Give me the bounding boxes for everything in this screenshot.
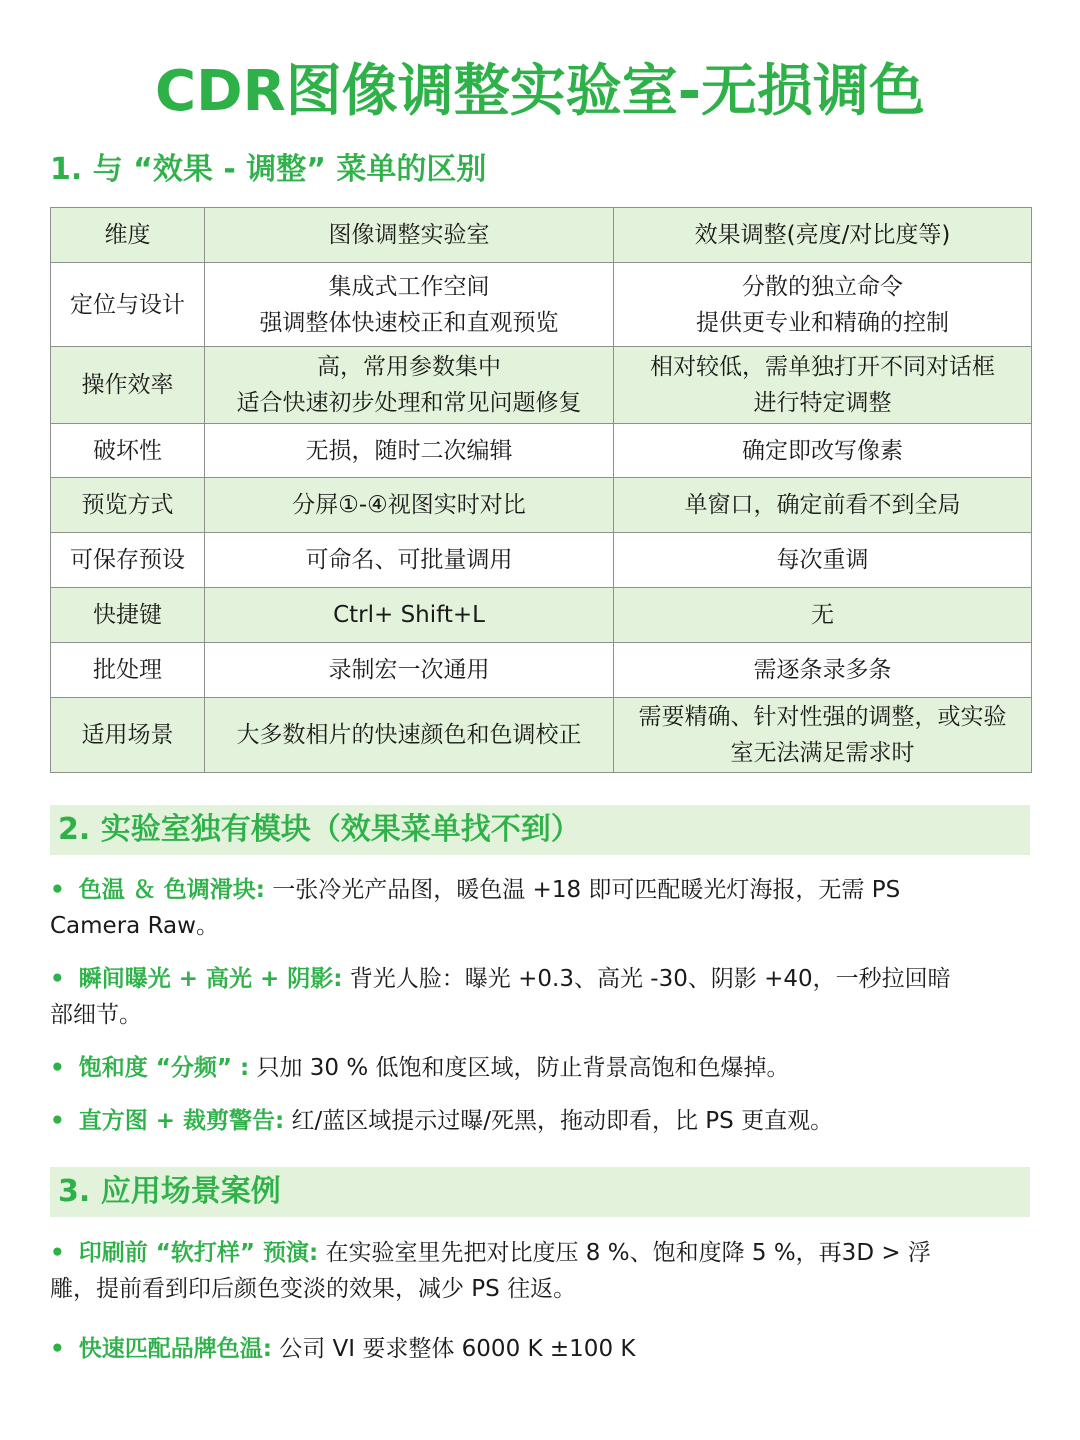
- module-item-keyword: 饱和度 “分频” :: [78, 1055, 250, 1081]
- lab-cell-line: 大多数相片的快速颜色和色调校正: [236, 722, 582, 748]
- lab-cell: [205, 478, 614, 533]
- table-row: [51, 588, 1032, 643]
- effects-cell: [614, 424, 1032, 478]
- case-item-text: 在实验室里先把对比度压 8 %、饱和度降 5 %，再3D > 浮: [318, 1240, 931, 1266]
- module-item-text: 背光人脸：曝光 +0.3、高光 -30、阴影 +40，一秒拉回暗: [342, 966, 951, 992]
- effects-cell: [614, 643, 1032, 698]
- table-header-cell-line: 效果调整(亮度/对比度等): [694, 222, 951, 248]
- effects-cell: [614, 533, 1032, 588]
- dimension-cell-line: 批处理: [93, 657, 162, 683]
- lab-cell: [205, 643, 614, 698]
- comparison-table: [50, 207, 1032, 773]
- dimension-cell-line: 定位与设计: [70, 291, 185, 318]
- section3-band: [50, 1167, 1030, 1217]
- table-row: [51, 698, 1032, 773]
- dimension-cell: [51, 643, 205, 698]
- dimension-cell-line: 快捷键: [93, 602, 162, 628]
- lab-cell: [205, 533, 614, 588]
- dimension-cell-line: 破坏性: [93, 437, 162, 464]
- lab-cell-line: 适合快速初步处理和常见问题修复: [236, 390, 582, 416]
- section1-heading: 1. 与 “效果 - 调整” 菜单的区别: [50, 152, 487, 187]
- effects-cell: [614, 263, 1032, 347]
- case-item-keyword: 快速匹配品牌色温:: [78, 1336, 272, 1362]
- effects-cell-line: 确定即改写像素: [742, 437, 903, 464]
- module-item-text-cont: Camera Raw。: [50, 913, 219, 939]
- table-header-cell-line: 维度: [104, 222, 151, 248]
- module-item: [50, 872, 1030, 944]
- section2-heading: 2. 实验室独有模块（效果菜单找不到）: [58, 812, 581, 847]
- dimension-cell-line: 操作效率: [81, 372, 174, 398]
- section3-heading: 3. 应用场景案例: [58, 1174, 281, 1209]
- lab-cell: [205, 347, 614, 424]
- case-item: [50, 1235, 1030, 1307]
- effects-cell: [614, 478, 1032, 533]
- effects-cell: [614, 588, 1032, 643]
- module-item-keyword: 瞬间曝光 + 高光 + 阴影:: [78, 966, 343, 992]
- table-row: [51, 263, 1032, 347]
- dimension-cell: [51, 263, 205, 347]
- lab-cell-line: 无损，随时二次编辑: [305, 437, 513, 464]
- case-item-text-cont: 雕，提前看到印后颜色变淡的效果，减少 PS 往返。: [50, 1276, 577, 1302]
- case-item-text: 公司 VI 要求整体 6000 K ±100 K: [271, 1336, 636, 1362]
- effects-cell-line: 需逐条录多条: [753, 657, 892, 683]
- module-item-keyword: 直方图 + 裁剪警告:: [78, 1108, 285, 1134]
- table-row: [51, 424, 1032, 478]
- effects-cell: [614, 347, 1032, 424]
- bullet-icon: •: [50, 1336, 65, 1362]
- effects-cell-line: 需要精确、针对性强的调整，或实验: [638, 704, 1007, 730]
- lab-cell: [205, 263, 614, 347]
- table-header-cell: [205, 208, 614, 263]
- table-row: [51, 533, 1032, 588]
- bullet-icon: •: [50, 1055, 65, 1081]
- table-header-cell: [51, 208, 205, 263]
- dimension-cell-line: 适用场景: [81, 722, 174, 748]
- table-row: [51, 478, 1032, 533]
- dimension-cell: [51, 347, 205, 424]
- case-item-keyword: 印刷前 “软打样” 预演:: [78, 1240, 319, 1266]
- bullet-icon: •: [50, 1108, 65, 1134]
- dimension-cell-line: 可保存预设: [70, 547, 185, 573]
- module-item: [50, 1050, 1030, 1086]
- module-item-text-cont: 部细节。: [50, 1002, 142, 1028]
- lab-cell-line: 分屏①-④视图实时对比: [292, 492, 526, 518]
- table-header-cell-line: 图像调整实验室: [328, 222, 490, 248]
- dimension-cell: [51, 588, 205, 643]
- dimension-cell: [51, 533, 205, 588]
- effects-cell-line: 进行特定调整: [753, 390, 892, 416]
- lab-cell: [205, 698, 614, 773]
- module-item-text: 一张冷光产品图，暖色温 +18 即可匹配暖光灯海报，无需 PS: [264, 877, 901, 903]
- module-item: [50, 961, 1030, 1033]
- table-header-row: [51, 208, 1032, 263]
- dimension-cell-line: 预览方式: [81, 492, 174, 518]
- effects-cell-line: 单窗口，确定前看不到全局: [684, 492, 961, 518]
- bullet-icon: •: [50, 1240, 65, 1266]
- effects-cell-line: 分散的独立命令: [742, 273, 903, 300]
- effects-cell-line: 每次重调: [776, 547, 869, 573]
- lab-cell: [205, 424, 614, 478]
- lab-cell-line: Ctrl+ Shift+L: [333, 602, 485, 628]
- lab-cell-line: 高，常用参数集中: [317, 354, 501, 380]
- table-row: [51, 643, 1032, 698]
- module-item: [50, 1103, 1030, 1139]
- bullet-icon: •: [50, 966, 65, 992]
- module-item-keyword: 色温 ＆ 色调滑块:: [78, 877, 265, 903]
- lab-cell-line: 强调整体快速校正和直观预览: [259, 309, 559, 336]
- dimension-cell: [51, 698, 205, 773]
- lab-cell: [205, 588, 614, 643]
- section2-band: [50, 805, 1030, 855]
- lab-cell-line: 集成式工作空间: [328, 273, 490, 300]
- dimension-cell: [51, 424, 205, 478]
- effects-cell-line: 相对较低，需单独打开不同对话框: [650, 354, 995, 380]
- module-item-text: 只加 30 % 低饱和度区域，防止背景高饱和色爆掉。: [249, 1055, 790, 1081]
- table-row: [51, 347, 1032, 424]
- module-item-text: 红/蓝区域提示过曝/死黑，拖动即看，比 PS 更直观。: [284, 1108, 834, 1134]
- lab-cell-line: 可命名、可批量调用: [305, 547, 513, 573]
- table-header-cell: [614, 208, 1032, 263]
- effects-cell: [614, 698, 1032, 773]
- dimension-cell: [51, 478, 205, 533]
- page-title: CDR图像调整实验室-无损调色: [155, 59, 925, 124]
- effects-cell-line: 室无法满足需求时: [730, 740, 915, 766]
- lab-cell-line: 录制宏一次通用: [328, 657, 490, 683]
- bullet-icon: •: [50, 877, 65, 903]
- effects-cell-line: 无: [811, 602, 834, 628]
- case-item: [50, 1331, 1030, 1367]
- effects-cell-line: 提供更专业和精确的控制: [696, 309, 949, 336]
